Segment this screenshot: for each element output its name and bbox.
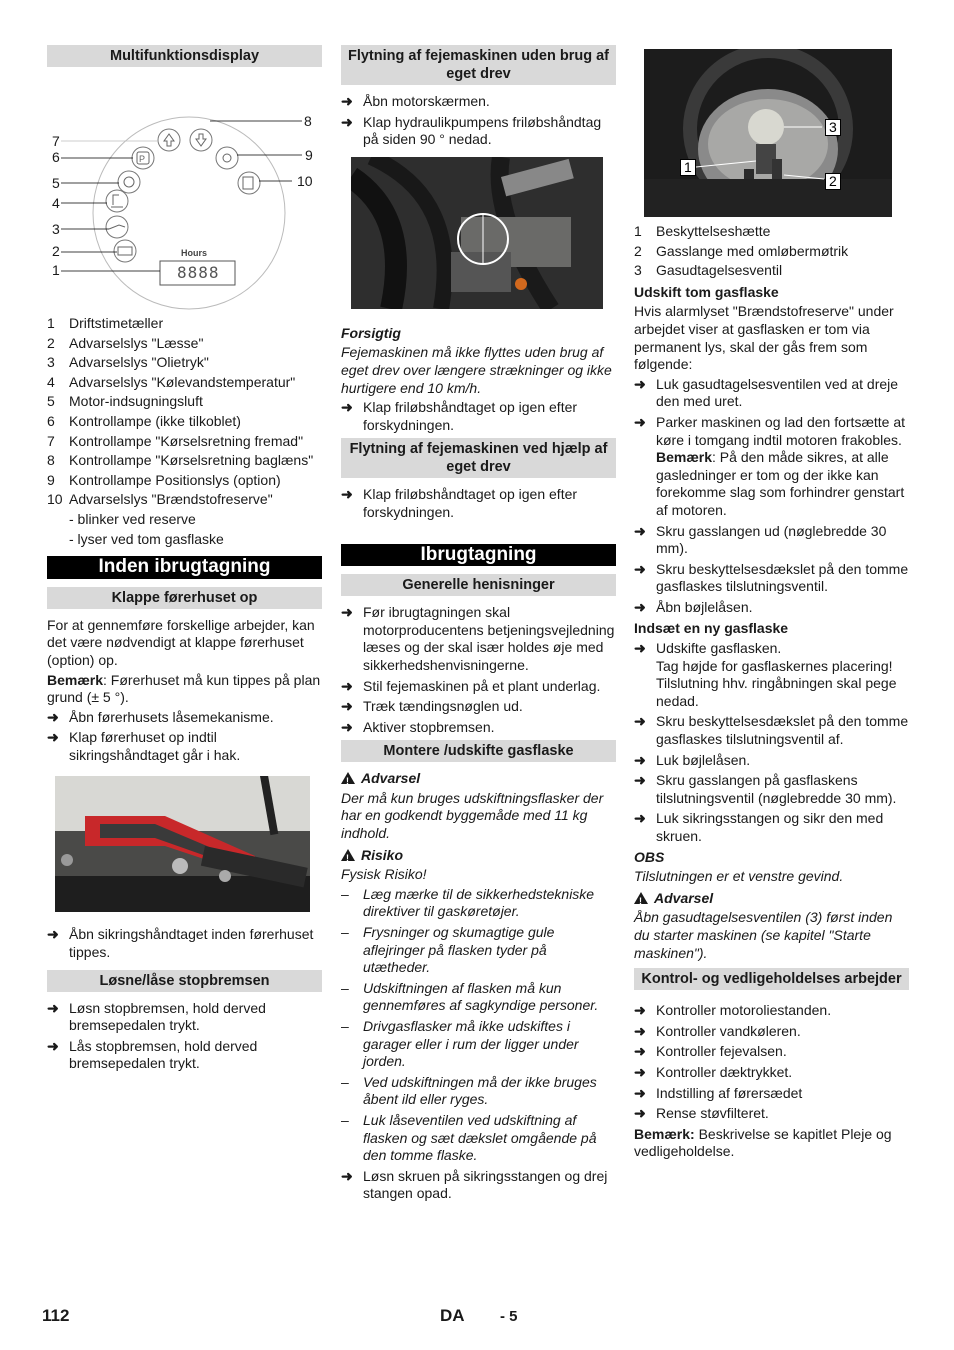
risk-intro: Fysisk Risiko!: [341, 866, 427, 883]
cab-lock-illustration: [55, 776, 310, 912]
warning-text: Åbn gasudtagelsesventilen (3) først inden du starter maskinen (se kapitel "Starte maskinen").: [634, 909, 893, 961]
section-heading-own-drive: Flytning af fejemaskinen ved hjælp af eget drev: [341, 438, 616, 478]
maint-step: ➜ Kontroller motoroliestanden.: [634, 1002, 909, 1020]
cab-after-step: ➜ Åbn sikringshåndtaget inden førerhuset tippes.: [47, 926, 322, 961]
hours-label: Hours: [181, 248, 208, 258]
section-heading-tow: Flytning af fejemaskinen uden brug af eget drev: [341, 45, 616, 85]
cab-step: ➜ Åbn førerhusets låsemekanisme.: [47, 709, 322, 727]
new-step: ➜ Skru gasslangen på gasflaskens tilslutningsventil (nøglebredde 30 mm).: [634, 772, 909, 807]
callout-2: 2: [52, 243, 60, 259]
photo-label-3: 3: [825, 119, 841, 136]
obs-text: Tilslutningen er et venstre gevind.: [634, 868, 844, 885]
callout-5: 5: [52, 175, 60, 191]
legend-item: 2 Gasslange med omløbermøtrik: [634, 242, 849, 259]
callout-4: 4: [52, 195, 60, 211]
empty-bottle-intro: Hvis alarmlyset "Brændstofreserve" under arbejdet viser at gasflasken er tom via permanent lys, skal der gås frem som følgende:: [634, 303, 894, 373]
chapter-heading-start-up: Ibrugtagning: [341, 544, 616, 567]
callout-8: 8: [304, 113, 312, 129]
empty-step: ➜ Luk gasudtagelsesventilen ved at dreje den med uret.: [634, 376, 909, 411]
tow-step: ➜ Klap hydraulikpumpens friløbshåndtag på siden 90 ° nedad.: [341, 114, 616, 149]
empty-step: ➜ Parker maskinen og lad den fortsætte at køre i tomgang indtil motoren frakobles.: [634, 414, 909, 449]
caution-label: Forsigtig: [341, 324, 401, 341]
new-step-note: Tag højde for gasflaskernes placering! Tilslutning hhv. ringåbningen skal pege nedad.: [656, 657, 897, 709]
gas-last-step: ➜ Løsn skruen på sikringsstangen og drej stangen opad.: [341, 1168, 616, 1203]
maint-step: ➜ Indstilling af førersædet: [634, 1085, 909, 1103]
column-1: [47, 45, 322, 1076]
column-2: [341, 45, 616, 1206]
legend-item: 1 Beskyttelseshætte: [634, 223, 771, 239]
legend-item: 2 Advarselslys "Læsse": [47, 334, 204, 351]
section-heading-maintenance: Kontrol- og vedligeholdelses arbejder: [634, 968, 909, 990]
sub-page-number: - 5: [500, 1308, 518, 1325]
tow-after-step: ➜ Klap friløbshåndtaget op igen efter forskydningen.: [341, 399, 616, 434]
cab-step: ➜ Klap førerhuset op indtil sikringshåndtaget går i hak.: [47, 729, 322, 764]
empty-step: ➜ Skru gasslangen ud (nøglebredde 30 mm).: [634, 523, 909, 558]
obs-label: OBS: [634, 848, 665, 865]
maint-step: ➜ Kontroller fejevalsen.: [634, 1043, 909, 1061]
legend-sub-item: - lyser ved tom gasflaske: [69, 530, 224, 547]
hydraulic-pump-illustration: [351, 157, 603, 309]
cab-lock-photo: [55, 776, 310, 912]
risk-item: – Ved udskiftningen må der ikke bruges åbent ild eller ryges.: [341, 1074, 616, 1109]
section-heading-brake: Løsne/låse stopbremsen: [47, 970, 322, 992]
callout-9: 9: [305, 147, 313, 163]
empty-step: ➜ Skru beskyttelsesdækslet på den tomme gasflaskes tilslutningsventil.: [634, 561, 909, 596]
general-step: ➜ Aktiver stopbremsen.: [341, 719, 616, 737]
callout-1: 1: [52, 262, 60, 278]
maint-note: Bemærk: Beskrivelse se kapitlet Pleje og vedligeholdelse.: [634, 1125, 892, 1160]
maint-step: ➜ Rense støvfilteret.: [634, 1105, 909, 1123]
empty-note: Bemærk: På den måde sikres, at alle gasledninger er tom og der ikke kan forekomme slag som forhindrer genstart af motoren.: [656, 449, 905, 518]
cab-intro: For at gennemføre forskellige arbejder, kan det være nødvendigt at klappe førerhuset (option) op.: [47, 616, 315, 668]
brake-step: ➜ Lås stopbremsen, hold derved bremsepedalen trykt.: [47, 1038, 322, 1073]
warning-triangle-icon: [341, 772, 355, 784]
multifunction-display-diagram: [47, 75, 322, 315]
brake-step: ➜ Løsn stopbremsen, hold derved bremsepedalen trykt.: [47, 1000, 322, 1035]
legend-item: 8 Kontrollampe "Kørselsretning baglæns": [47, 452, 314, 469]
legend-item: 9 Kontrollampe Positionslys (option): [47, 471, 281, 488]
hour-counter: 8888: [177, 263, 220, 282]
general-step: ➜ Træk tændingsnøglen ud.: [341, 698, 616, 716]
empty-step: ➜ Åbn bøjlelåsen.: [634, 599, 909, 617]
new-step: ➜ Udskifte gasflasken.: [634, 640, 909, 658]
empty-bottle-heading: Udskift tom gasflaske: [634, 283, 779, 300]
section-heading-multifunction-display: Multifunktionsdisplay: [47, 45, 322, 67]
section-heading-gas-bottle: Montere /udskifte gasflaske: [341, 740, 616, 762]
general-step: ➜ Stil fejemaskinen på et plant underlag.: [341, 678, 616, 696]
section-heading-cab: Klappe førerhuset op: [47, 587, 322, 609]
section-heading-general: Generelle henisninger: [341, 574, 616, 596]
own-drive-step: ➜ Klap friløbshåndtaget op igen efter forskydningen.: [341, 486, 616, 521]
legend-item: 7 Kontrollampe "Kørselsretning fremad": [47, 432, 304, 449]
new-step: ➜ Luk sikringsstangen og sikr den med skruen.: [634, 810, 909, 845]
svg-text:P: P: [139, 154, 146, 164]
legend-item: 3 Advarselslys "Olietryk": [47, 354, 209, 371]
warning-triangle-icon: [634, 892, 648, 904]
cab-note: Bemærk: Førerhuset må kun tippes på plan grund (± 5 °).: [47, 671, 321, 706]
warning-text: Der må kun bruges udskiftningsflasker der har en godkendt byggemåde med 11 kg indhold.: [341, 789, 604, 842]
legend-item: 3 Gasudtagelsesventil: [634, 262, 783, 279]
risk-item: – Frysninger og skumagtige gule aflejringer på flasken tyder på utætheder.: [341, 924, 616, 977]
gas-valve-legend: [634, 223, 909, 280]
risk-item: – Luk låseventilen ved udskiftning af flasken og sæt dækslet omgående på den tomme flaske.: [341, 1112, 616, 1165]
legend-sub-item: - blinker ved reserve: [69, 510, 196, 527]
maint-step: ➜ Kontroller vandkøleren.: [634, 1023, 909, 1041]
risk-item: – Drivgasflasker må ikke udskiftes i garager eller i rum der ligger under jorden.: [341, 1018, 616, 1071]
legend-item: 6 Kontrollampe (ikke tilkoblet): [47, 412, 241, 429]
tow-step: ➜ Åbn motorskærmen.: [341, 93, 616, 111]
callout-7: 7: [52, 133, 60, 149]
maint-step: ➜ Kontroller dæktrykket.: [634, 1064, 909, 1082]
page-number: 112: [42, 1306, 70, 1325]
warning-label: !Advarsel: [634, 890, 909, 908]
hydraulic-pump-photo: [351, 157, 603, 309]
new-bottle-heading: Indsæt en ny gasflaske: [634, 620, 789, 637]
legend-item: 4 Advarselslys "Kølevandstemperatur": [47, 373, 296, 390]
new-step: ➜ Skru beskyttelsesdækslet på den tomme gasflaskes tilslutningsventil af.: [634, 713, 909, 748]
callout-3: 3: [52, 221, 60, 237]
gas-valve-illustration: [644, 49, 892, 217]
callout-10: 10: [297, 173, 313, 189]
gas-valve-photo: [644, 49, 892, 217]
chapter-heading-before-use: Inden ibrugtagning: [47, 556, 322, 579]
display-legend: [47, 315, 322, 548]
new-step: ➜ Luk bøjlelåsen.: [634, 752, 909, 770]
legend-item: 10 Advarselslys "Brændstofreserve": [47, 491, 273, 508]
legend-item: 5 Motor-indsugningsluft: [47, 393, 203, 410]
risk-item: – Læg mærke til de sikkerhedstekniske direktiver til gaskøretøjer.: [341, 886, 616, 921]
language-code: DA: [440, 1306, 465, 1325]
warning-label: !Advarsel: [341, 770, 616, 788]
caution-text: Fejemaskinen må ikke flyttes uden brug af eget drev over længere strækninger og ikke hurtigere end 10 km/h.: [341, 344, 612, 396]
legend-item: 1 Driftstimetæller: [47, 315, 164, 331]
column-3: [634, 45, 909, 1163]
warning-triangle-icon: [341, 849, 355, 861]
risk-item: – Udskiftningen af flasken må kun gennemføres af sagkyndige personer.: [341, 980, 616, 1015]
photo-label-2: 2: [825, 173, 841, 190]
photo-label-1: 1: [680, 159, 696, 176]
general-step: ➜ Før ibrugtagningen skal motorproducentens betjeningsvejledning læses og der skal især holdes øje med sikkerhedshenvisningerne.: [341, 604, 616, 674]
callout-6: 6: [52, 149, 60, 165]
risk-label: !Risiko: [341, 847, 616, 865]
